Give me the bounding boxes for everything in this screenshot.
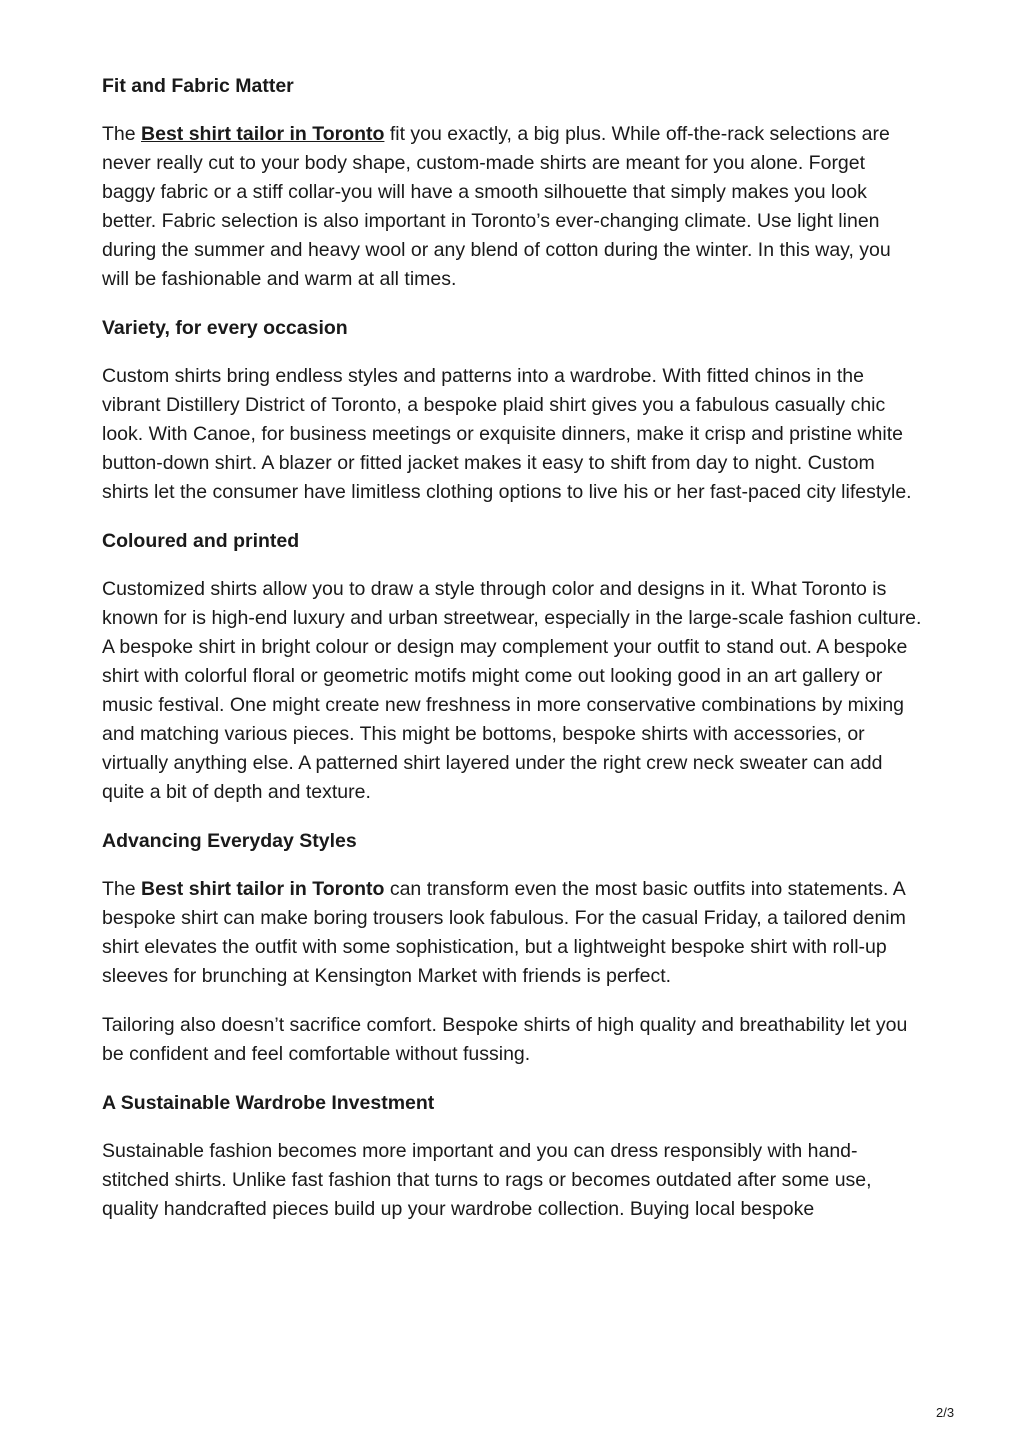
paragraph (102, 875, 922, 991)
section-heading: Variety, for every occasion (102, 317, 348, 339)
paragraph-text: The (102, 878, 142, 900)
paragraph: Custom shirts bring endless styles and patterns into a wardrobe. With fitted chinos in the vibrant Distillery District of Toronto, a bespoke plaid shirt gives you a fabulous casually chic look. With Canoe, for business meetings or exquisite dinners, make it crisp and pristine white button-down shirt. A blazer or fitted jacket makes it easy to shift from day to night. Custom shirts let the consumer have limitless clothing options to live his or her fast-paced city lifestyle. (102, 365, 912, 503)
paragraph: Sustainable fashion becomes more important and you can dress responsibly with hand-stitched shirts. Unlike fast fashion that turns to rags or becomes outdated after some use, quality handcrafted pieces build up your wardrobe collection. Buying local bespoke (102, 1140, 872, 1220)
section-heading: Coloured and printed (102, 530, 300, 552)
paragraph: Tailoring also doesn’t sacrifice comfort. Bespoke shirts of high quality and breathability let you be confident and feel comfortable without fussing. (102, 1014, 908, 1065)
page-number: 2/3 (936, 1405, 955, 1420)
section-variety (102, 314, 922, 507)
paragraph-text: The (102, 123, 142, 145)
paragraph: Customized shirts allow you to draw a style through color and designs in it. What Toronto is known for is high-end luxury and urban streetwear, especially in the large-scale fashion culture. A bespoke shirt in bright colour or design may complement your outfit to stand out. A bespoke shirt with colorful floral or geometric motifs might come out looking good in an art gallery or music festival. One might create new freshness in more conservative combinations by mixing and matching various pieces. This might be bottoms, bespoke shirts with accessories, or virtually anything else. A patterned shirt layered under the right crew neck sweater can add quite a bit of depth and texture. (102, 578, 922, 803)
section-fit-and-fabric (102, 72, 922, 294)
document-page (102, 72, 922, 1244)
bold-phrase: Best shirt tailor in Toronto (141, 878, 385, 900)
section-coloured-printed (102, 527, 922, 807)
section-heading: Fit and Fabric Matter (102, 75, 294, 97)
paragraph-text: can transform even the most basic outfits into statements. A bespoke shirt can make boring trousers look fabulous. For the casual Friday, a tailored denim shirt elevates the outfit with some sophistication, but a lightweight bespoke shirt with roll-up sleeves for brunching at Kensington Market with friends is perfect. (102, 878, 906, 987)
best-shirt-tailor-link[interactable]: Best shirt tailor in Toronto (141, 123, 385, 145)
section-heading: A Sustainable Wardrobe Investment (102, 1092, 435, 1114)
section-advancing-styles (102, 827, 922, 1069)
section-sustainable-wardrobe (102, 1089, 922, 1224)
paragraph (102, 120, 922, 294)
paragraph-text: fit you exactly, a big plus. While off-the-rack selections are never really cut to your body shape, custom-made shirts are meant for you alone. Forget baggy fabric or a stiff collar-you will have a smooth silhouette that simply makes you look better. Fabric selection is also important in Toronto’s ever-changing climate. Use light linen during the summer and heavy wool or any blend of cotton during the winter. In this way, you will be fashionable and warm at all times. (102, 123, 891, 290)
section-heading: Advancing Everyday Styles (102, 830, 357, 852)
